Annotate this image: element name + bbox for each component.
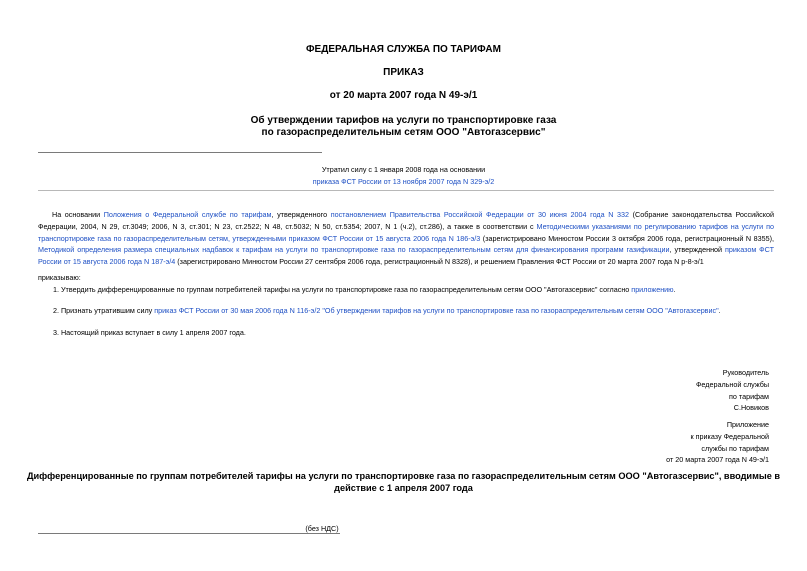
preamble-text-1: На основании (52, 210, 104, 219)
divider-status (38, 190, 774, 191)
appendix-line-1: Приложение (726, 420, 769, 429)
signature-line-3: по тарифам (729, 391, 769, 401)
item-3: 3. Настоящий приказ вступает в силу 1 апреля 2007 года. (53, 328, 246, 337)
agency-name: ФЕДЕРАЛЬНАЯ СЛУЖБА ПО ТАРИФАМ (306, 44, 501, 55)
preamble-text-4: (зарегистрировано Минюстом России 3 октября 2006 года, регистрационный N 8355), (480, 233, 774, 243)
link-methodical-guidelines[interactable]: Методическими указаниями по регулированию тарифов на услуги по транспортировке газа по газораспределительным сетям, утвержденными приказом ФСТ России от 15 августа 2006 года N 186-э/3 (38, 221, 774, 243)
item-1-end: . (673, 285, 676, 294)
divider-top (38, 152, 322, 153)
order-word: приказываю: (38, 273, 81, 282)
link-regulation[interactable]: Положения о Федеральной службе по тарифам (103, 210, 272, 219)
appendix-block (569, 419, 769, 466)
link-methodology[interactable]: Методикой определения размера специальных надбавок к тарифам на услуги по транспортировке газа по газораспределительным сетям для финансирования программ газификации (38, 245, 670, 255)
doc-title-line2: по газораспределительным сетям ООО "Автогазсервис" (261, 127, 546, 138)
doc-title-line1: Об утверждении тарифов на услуги по транспортировке газа (250, 115, 557, 126)
status-note-link[interactable]: приказа ФСТ России от 13 ноября 2007 года N 329-э/2 (312, 176, 495, 186)
doc-type: ПРИКАЗ (383, 67, 424, 78)
preamble-text-3: (Собрание законодательства Российской Федерации, 2004, N 29, ст.3049; 2006, N 3, ст.301; N 23, ст.2522; N 48, ст.5032; N 50, ст.5354; 2007, N 1 (ч.2), ст.286), а также в соответствии с (38, 210, 774, 231)
item-2-end: . (718, 306, 721, 315)
link-fst-order-116[interactable]: приказ ФСТ России от 30 мая 2006 года N 116-э/2 (154, 306, 321, 315)
appendix-line-2: к приказу Федеральной (690, 431, 769, 441)
signature-block (569, 367, 769, 414)
preamble-text-2: , утвержденного (271, 210, 331, 219)
item-2 (38, 305, 774, 317)
appendix-line-4: от 20 марта 2007 года N 49-э/1 (666, 455, 769, 465)
preamble-paragraph (38, 209, 774, 268)
divider-bottom (38, 533, 340, 534)
appendix-title-line1: Дифференцированные по группам потребителей тарифы на услуги по транспортировке газа по газораспределительным сетям ООО "Автогазсервис", вводимые в (26, 471, 781, 481)
link-government-decree[interactable]: постановлением Правительства Российской Федерации от 30 июня 2004 года N 332 (330, 210, 630, 219)
appendix-line-3: службы по тарифам (701, 443, 769, 453)
vat-note: (без НДС) (305, 524, 339, 533)
item-2-text: 2. Признать утратившим силу (53, 306, 155, 315)
link-appendix[interactable]: приложению (631, 285, 674, 294)
signature-name: С.Новиков (733, 403, 769, 413)
item-1-text: 1. Утвердить дифференцированные по группам потребителей тарифы на услуги по транспортировке газа по газораспределительным сетям ООО "Автогазсервис" согласно (53, 285, 632, 294)
preamble-text-5: , утвержденной (669, 245, 725, 255)
preamble-text-6: (зарегистрировано Минюстом России 27 сентября 2006 года, регистрационный N 8328), и решением Правления ФСТ России от 20 марта 2007 года N р-8-э/1 (175, 257, 704, 267)
link-fst-order-187[interactable]: приказом ФСТ России от 15 августа 2006 года N 187-э/4 (38, 245, 774, 267)
link-order-title[interactable]: "Об утверждении тарифов на услуги по транспортировке газа по газораспределительным сетям ООО "Автогазсервис" (322, 306, 719, 315)
doc-date-number: от 20 марта 2007 года N 49-э/1 (329, 90, 478, 101)
status-note (0, 164, 807, 187)
signature-line-1: Руководитель (722, 368, 769, 377)
appendix-title-line2: действие с 1 апреля 2007 года (334, 483, 473, 493)
item-1 (38, 284, 774, 296)
signature-line-2: Федеральной службы (695, 379, 769, 389)
status-note-text: Утратил силу с 1 января 2008 года на основании (321, 165, 486, 174)
appendix-title (0, 470, 807, 494)
